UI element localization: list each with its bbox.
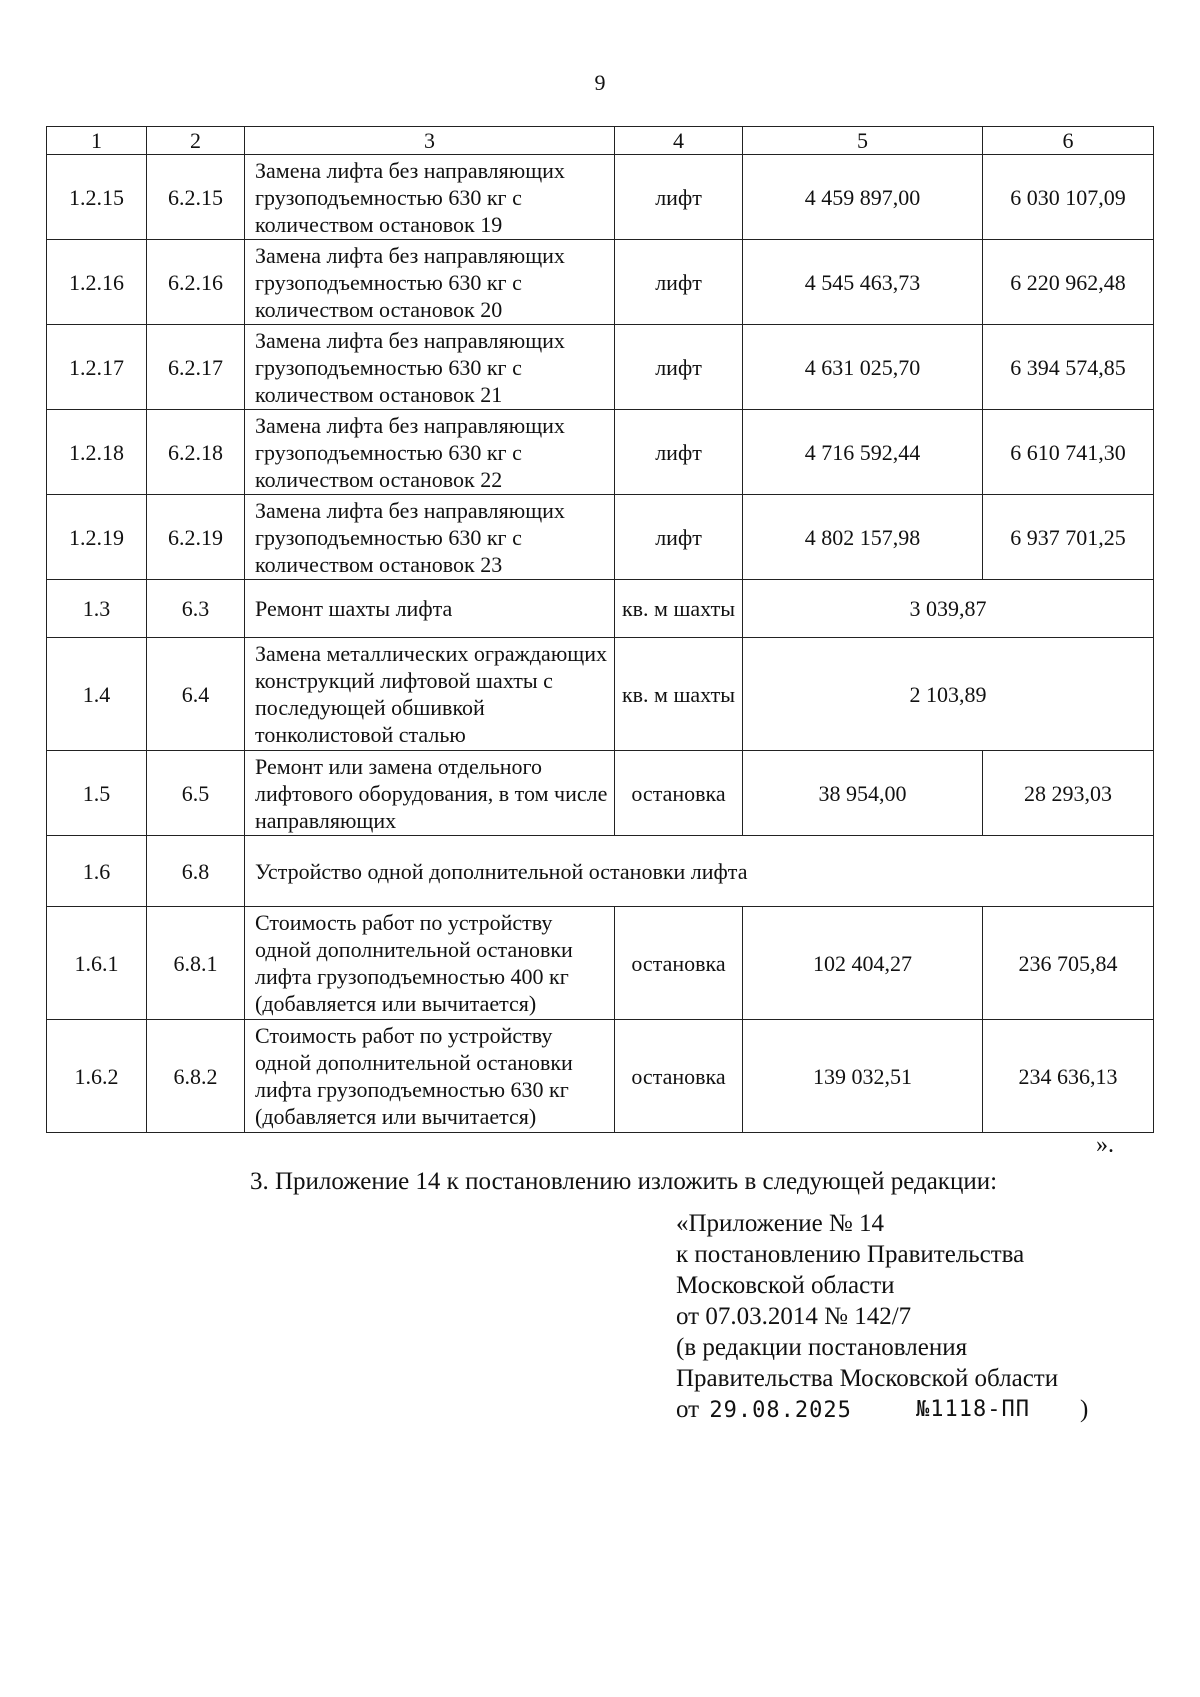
row-code: 6.2.17 — [147, 325, 245, 410]
stamp-number: №1118-ПП — [916, 1397, 1030, 1422]
row-price-b: 236 705,84 — [983, 907, 1154, 1020]
appendix-line-4: от 07.03.2014 № 142/7 — [676, 1303, 912, 1330]
appendix-line-2: к постановлению Правительства — [676, 1241, 1025, 1268]
row-unit: лифт — [615, 240, 743, 325]
tariff-table — [46, 126, 1154, 1133]
table-row — [47, 638, 1154, 751]
row-price-b: 234 636,13 — [983, 1020, 1154, 1133]
row-price-a: 4 631 025,70 — [743, 325, 983, 410]
row-code: 6.4 — [147, 638, 245, 751]
appendix-line-7 — [676, 1394, 1089, 1426]
row-price-a: 4 716 592,44 — [743, 410, 983, 495]
item-3-paragraph: 3. Приложение 14 к постановлению изложить в следующей редакции: — [250, 1168, 998, 1195]
stamp-date: 29.08.2025 — [709, 1398, 852, 1423]
table-row — [47, 907, 1154, 1020]
row-description: Замена лифта без направляющих грузоподъемностью 630 кг с количеством остановок 22 — [245, 410, 615, 495]
header-cell: 5 — [743, 127, 983, 155]
row-description: Замена лифта без направляющих грузоподъемностью 630 кг с количеством остановок 23 — [245, 495, 615, 580]
row-price-merged: 3 039,87 — [743, 580, 1154, 638]
row-price-b: 28 293,03 — [983, 751, 1154, 836]
appendix-line-3: Московской области — [676, 1272, 895, 1299]
row-unit: остановка — [615, 1020, 743, 1133]
closing-quote: ». — [1096, 1132, 1114, 1158]
row-code: 6.2.19 — [147, 495, 245, 580]
row-unit: лифт — [615, 325, 743, 410]
row-description: Стоимость работ по устройству одной дополнительной остановки лифта грузоподъемностью 630 кг (добавляется или вычитается) — [245, 1020, 615, 1133]
table-row — [47, 240, 1154, 325]
closing-paren: ) — [1080, 1396, 1089, 1423]
appendix-line-1: «Приложение № 14 — [676, 1210, 885, 1237]
header-cell: 3 — [245, 127, 615, 155]
row-price-b: 6 394 574,85 — [983, 325, 1154, 410]
row-unit: лифт — [615, 155, 743, 240]
row-price-b: 6 030 107,09 — [983, 155, 1154, 240]
appendix-prefix: от — [676, 1396, 700, 1423]
row-number: 1.6 — [47, 836, 147, 907]
row-number: 1.2.17 — [47, 325, 147, 410]
row-number: 1.2.18 — [47, 410, 147, 495]
row-number: 1.6.1 — [47, 907, 147, 1020]
row-unit: лифт — [615, 410, 743, 495]
row-price-merged: 2 103,89 — [743, 638, 1154, 751]
row-price-a: 38 954,00 — [743, 751, 983, 836]
row-unit: остановка — [615, 751, 743, 836]
row-unit: кв. м шахты — [615, 580, 743, 638]
row-description: Ремонт шахты лифта — [245, 580, 615, 638]
row-number: 1.2.16 — [47, 240, 147, 325]
row-code: 6.8.1 — [147, 907, 245, 1020]
row-number: 1.5 — [47, 751, 147, 836]
row-unit: остановка — [615, 907, 743, 1020]
appendix-line-6: Правительства Московской области — [676, 1365, 1059, 1392]
row-description: Ремонт или замена отдельного лифтового оборудования, в том числе направляющих — [245, 751, 615, 836]
row-description: Замена лифта без направляющих грузоподъемностью 630 кг с количеством остановок 21 — [245, 325, 615, 410]
row-code: 6.2.16 — [147, 240, 245, 325]
row-description: Замена металлических ограждающих конструкций лифтовой шахты с последующей обшивкой тонколистовой сталью — [245, 638, 615, 751]
table-row — [47, 751, 1154, 836]
header-cell: 2 — [147, 127, 245, 155]
row-price-a: 4 802 157,98 — [743, 495, 983, 580]
appendix-line-5: (в редакции постановления — [676, 1334, 968, 1361]
row-section-title: Устройство одной дополнительной остановки лифта — [245, 836, 1154, 907]
row-code: 6.8 — [147, 836, 245, 907]
row-unit: лифт — [615, 495, 743, 580]
page-number: 9 — [594, 70, 606, 95]
row-code: 6.2.18 — [147, 410, 245, 495]
row-code: 6.5 — [147, 751, 245, 836]
row-unit: кв. м шахты — [615, 638, 743, 751]
table-row — [47, 580, 1154, 638]
row-description: Замена лифта без направляющих грузоподъемностью 630 кг с количеством остановок 20 — [245, 240, 615, 325]
row-code: 6.2.15 — [147, 155, 245, 240]
row-price-b: 6 937 701,25 — [983, 495, 1154, 580]
row-price-a: 4 459 897,00 — [743, 155, 983, 240]
row-price-a: 102 404,27 — [743, 907, 983, 1020]
table-row — [47, 836, 1154, 907]
row-code: 6.8.2 — [147, 1020, 245, 1133]
table-row — [47, 325, 1154, 410]
row-code: 6.3 — [147, 580, 245, 638]
row-description: Стоимость работ по устройству одной дополнительной остановки лифта грузоподъемностью 400 кг (добавляется или вычитается) — [245, 907, 615, 1020]
row-price-b: 6 220 962,48 — [983, 240, 1154, 325]
row-price-a: 139 032,51 — [743, 1020, 983, 1133]
table-row — [47, 155, 1154, 240]
header-cell: 6 — [983, 127, 1154, 155]
row-number: 1.6.2 — [47, 1020, 147, 1133]
row-price-a: 4 545 463,73 — [743, 240, 983, 325]
row-price-b: 6 610 741,30 — [983, 410, 1154, 495]
row-number: 1.2.15 — [47, 155, 147, 240]
table-row — [47, 1020, 1154, 1133]
appendix-header — [676, 1208, 1089, 1426]
header-cell: 1 — [47, 127, 147, 155]
row-description: Замена лифта без направляющих грузоподъемностью 630 кг с количеством остановок 19 — [245, 155, 615, 240]
row-number: 1.4 — [47, 638, 147, 751]
table-row — [47, 495, 1154, 580]
table-row — [47, 410, 1154, 495]
row-number: 1.2.19 — [47, 495, 147, 580]
header-cell: 4 — [615, 127, 743, 155]
row-number: 1.3 — [47, 580, 147, 638]
table-header-row — [47, 127, 1154, 155]
